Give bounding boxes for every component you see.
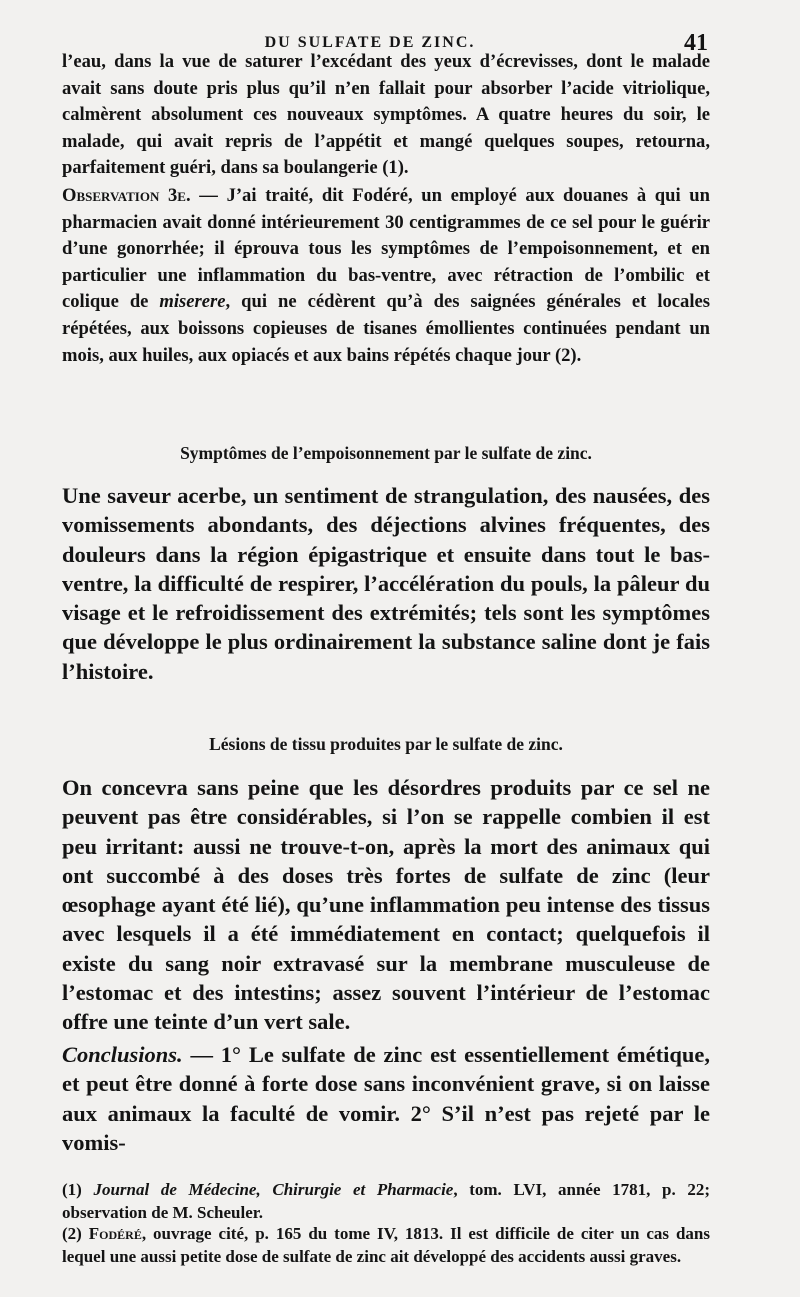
conclusions-label: Conclusions. bbox=[62, 1042, 183, 1067]
paragraph-continuation: l’eau, dans la vue de saturer l’excédant des yeux d’écrevisses, dont le malade avait sans doute pris plus qu’il n’en fallait pour absorber l’acide vitriolique, calmèrent absolument ces nouveaux symptômes. A quatre heures du soir, le malade, qui avait repris de l’appétit et mangé quelques soupes, retourna, parfaitement guéri, dans sa boulangerie (1). bbox=[62, 51, 710, 179]
paragraph-lesions: On concevra sans peine que les désordres produits par ce sel ne peuvent pas être considérables, si l’on se rappelle combien il est peu irritant: aussi ne trouve-t-on, après la mort des animaux qui ont succombé à des doses très fortes de sulfate de zinc (leur œsophage ayant été lié), qu’une inflammation peu intense des tissus avec lesquels il a été immédiatement en contact; quelquefois il existe du sang noir extravasé sur la membrane musculeuse de l’estomac et des intestins; assez souvent l’intérieur de l’estomac offre une teinte d’un vert sale. bbox=[62, 775, 710, 1035]
observation-label: Observation 3e. bbox=[62, 185, 191, 206]
conclusions-text: — 1° Le sulfate de zinc est essentiellement émétique, et peut être donné à forte dose sans inconvénient grave, si on laisse aux animaux la faculté de vomir. 2° S’il n’est pas rejeté par le vomis- bbox=[62, 1042, 710, 1155]
paragraph-conclusions bbox=[62, 1040, 710, 1157]
section-heading-lesions: Lésions de tissu produites par le sulfate de zinc. bbox=[209, 734, 563, 754]
paragraph-symptoms: Une saveur acerbe, un sentiment de strangulation, des nausées, des vomissements abondants, des déjections alvines fréquentes, des douleurs dans la région épigastrique et ensuite dans tout le bas-ventre, la difficulté de respirer, l’accélération du pouls, la pâleur du visage et le refroidissement des extrémités; tels sont les symptômes que développe le plus ordinairement la substance saline dont je fais l’histoire. bbox=[62, 483, 710, 684]
observation-text-1: — J’ai traité, dit Fodéré, un employé aux douanes à qui un pharmacien avait donné intérieurement 30 centigrammes de ce sel pour le guérir d’une gonorrhée; il éprouva tous les symptômes de l’empoisonnement, et en particulier une inflammation du bas-ventre, avec rétraction de l’ombilic et colique de bbox=[62, 185, 710, 313]
page-number: 41 bbox=[684, 30, 708, 56]
footnote-1 bbox=[62, 1178, 710, 1224]
footnote-1-journal: Journal de Médecine, Chirurgie et Pharmacie bbox=[93, 1180, 454, 1199]
paragraph-observation bbox=[62, 183, 710, 369]
footnote-1-number: (1) bbox=[62, 1180, 94, 1199]
footnote-2-author: Fodéré bbox=[88, 1224, 142, 1243]
footnote-2 bbox=[62, 1222, 710, 1268]
running-title: DU SULFATE DE ZINC. bbox=[264, 34, 476, 51]
footnote-2-number: (2) bbox=[62, 1224, 89, 1243]
observation-italic-term: miserere bbox=[159, 291, 226, 313]
section-heading-symptoms: Symptômes de l’empoisonnement par le sulfate de zinc. bbox=[180, 443, 592, 463]
footnote-2-text: , ouvrage cité, p. 165 du tome IV, 1813. Il est difficile de citer un cas dans lequel une aussi petite dose de sulfate de zinc ait développé des accidents aussi graves. bbox=[62, 1224, 710, 1266]
observation-text-2: , qui ne cédèrent qu’à des saignées générales et locales répétées, aux boissons copieuses de tisanes émollientes continuées pendant un mois, aux huiles, aux opiacés et aux bains répétés chaque jour (2). bbox=[62, 291, 710, 366]
footnote-1-text: , tom. LVI, année 1781, p. 22; observation de M. Scheuler. bbox=[62, 1180, 710, 1222]
